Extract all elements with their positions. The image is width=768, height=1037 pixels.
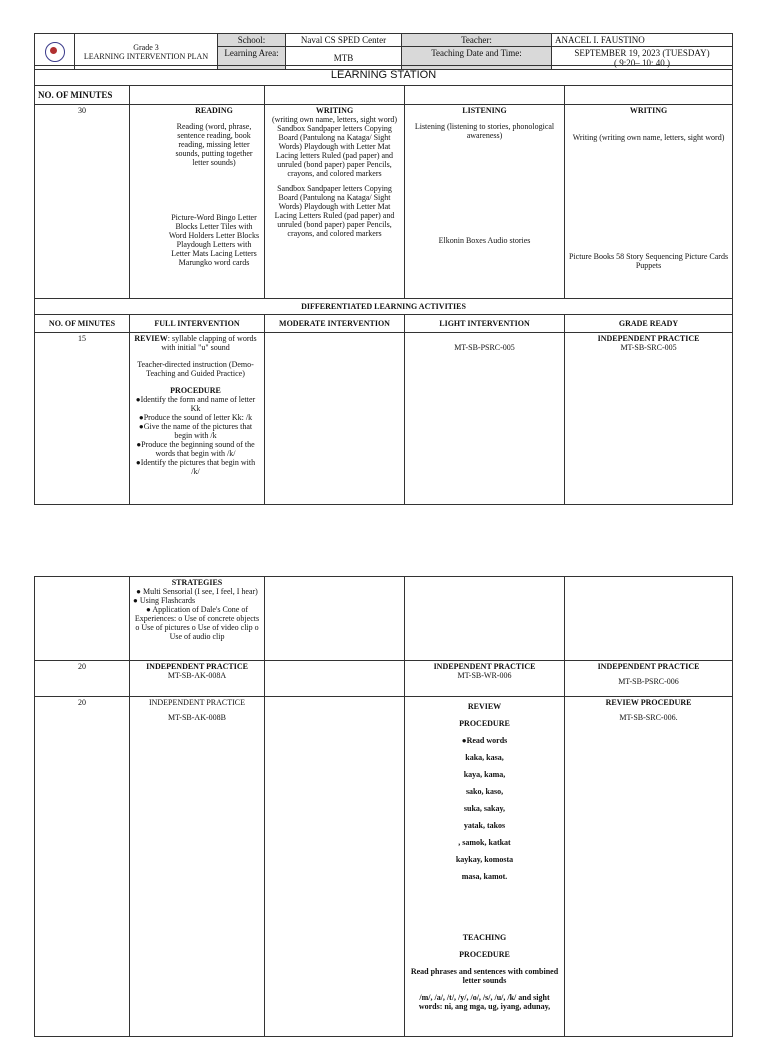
read-phrases-text: Read phrases and sentences with combined letter sounds <box>410 967 559 985</box>
plan-title: LEARNING INTERVENTION PLAN <box>83 51 209 61</box>
empty-cell <box>565 86 733 105</box>
teaching-date-value: SEPTEMBER 19, 2023 (TUESDAY) <box>574 48 710 58</box>
reading-description: Reading (word, phrase, sentence reading, book reading, missing letter sounds, putting together letter sounds) <box>175 122 253 167</box>
procedure-item: ●Produce the sound of letter Kk: /k <box>138 413 253 422</box>
word-line: yatak, takos <box>463 821 506 830</box>
grade-ready-title: INDEPENDENT PRACTICE <box>597 334 700 343</box>
row-a-minutes: 20 <box>35 661 130 697</box>
diff-header-minutes: NO. OF MINUTES <box>35 315 130 333</box>
writing-materials: Sandbox Sandpaper letters Copying Board (Pantulong na Kataga/ Sight Words) Playdough with Letter Mat Lacing Letters Ruled (pad paper) and unruled (bond paper) paper Pencils, crayons, and colored markers <box>274 184 395 238</box>
teaching-time-value: ( 9:20– 10: 40 ) <box>614 58 670 68</box>
empty-cell <box>130 86 265 105</box>
listening-description: Listening (listening to stories, phonological awareness) <box>414 122 555 140</box>
row-a-full-code: MT-SB-AK-008A <box>167 671 227 680</box>
reading-heading: READING <box>195 106 233 115</box>
teacher-label: Teacher: <box>402 34 552 47</box>
strategies-title: STRATEGIES <box>171 578 223 587</box>
review-line <box>133 334 258 352</box>
review-text: : syllable clapping of words with initial "u" sound <box>161 334 257 352</box>
strategy-item: ● Multi Sensorial (I see, I feel, I hear) <box>136 587 258 596</box>
word-line: kaya, kama, <box>463 770 506 779</box>
learning-station-title: LEARNING STATION <box>35 66 733 86</box>
strategy-item: ● Using Flashcards <box>133 596 196 605</box>
row-a-grade-title: INDEPENDENT PRACTICE <box>597 662 700 671</box>
listening-heading: LISTENING <box>462 106 507 115</box>
row-b-full-cell <box>130 697 265 1037</box>
procedure-item: ●Identify the pictures that begin with /k/ <box>135 458 256 476</box>
row-a-full-cell <box>130 661 265 697</box>
station-writing-cell <box>265 105 405 299</box>
station-reading-cell <box>130 105 265 299</box>
full-intervention-cell <box>130 333 265 505</box>
row-a-light-cell <box>405 661 565 697</box>
teaching-procedure-title: PROCEDURE <box>459 950 510 959</box>
procedure-title: PROCEDURE <box>170 386 221 395</box>
row-b-grade-code: MT-SB-SRC-006. <box>619 713 678 722</box>
row-b-minutes: 20 <box>35 697 130 1037</box>
teacher-directed-text: Teacher-directed instruction (Demo-Teaching and Guided Practice) <box>137 360 254 378</box>
station-listening-cell <box>405 105 565 299</box>
strategy-item: ● Application of Dale's Cone of Experiences: o Use of concrete objects o Use of pictures o Use of video clip o Use of audio clip <box>134 605 260 641</box>
procedure-item: ●Identify the form and name of letter Kk <box>135 395 256 413</box>
learning-area-label: Learning Area: <box>218 47 286 70</box>
listening-materials: Elkonin Boxes Audio stories <box>438 236 531 245</box>
minutes-header: NO. OF MINUTES <box>35 86 130 105</box>
teaching-date-label: Teaching Date and Time: <box>402 47 552 70</box>
strategies-cell <box>130 577 265 661</box>
row-a-light-code: MT-SB-WR-006 <box>457 671 512 680</box>
procedure-item: ●Give the name of the pictures that begin with /k <box>138 422 253 440</box>
row-a-light-title: INDEPENDENT PRACTICE <box>433 662 536 671</box>
grade-label: Grade 3 <box>133 42 159 52</box>
row-b-light-cell <box>405 697 565 1037</box>
diff-minutes: 15 <box>35 333 130 505</box>
word-line: , samok, katkat <box>458 838 511 847</box>
empty-cell <box>565 577 733 661</box>
row-a-full-title: INDEPENDENT PRACTICE <box>146 662 248 671</box>
row-b-grade-cell <box>565 697 733 1037</box>
moderate-intervention-cell <box>265 333 405 505</box>
word-line: sako, kaso, <box>465 787 504 796</box>
light-intervention-cell <box>405 333 565 505</box>
grade-ready-cell <box>565 333 733 505</box>
word-line: masa, kamot. <box>461 872 508 881</box>
review-label: REVIEW <box>134 334 168 343</box>
row-a-grade-code: MT-SB-PSRC-006 <box>618 677 679 686</box>
row-b-full-title: INDEPENDENT PRACTICE <box>148 698 246 707</box>
writing2-materials: Picture Books 58 Story Sequencing Picture Cards Puppets <box>568 252 729 270</box>
letter-sounds-text: /m/, /a/, /t/, /y/, /o/, /s/, /u/, /k/ and sight words: ni, ang mga, ug, iyang, adunay, <box>418 993 551 1011</box>
reading-materials: Picture-Word Bingo Letter Blocks Letter Tiles with Word Holders Letter Blocks Playdough Letters with Letter Mats Lacing Letters Marungko word cards <box>168 213 260 267</box>
station-minutes: 30 <box>35 105 130 299</box>
row-b-procedure: PROCEDURE <box>459 719 510 728</box>
writing-heading: WRITING <box>315 106 354 115</box>
school-label: School: <box>218 34 286 47</box>
diff-header-full: FULL INTERVENTION <box>130 315 265 333</box>
page2-table <box>34 576 733 1037</box>
diff-header-light: LIGHT INTERVENTION <box>405 315 565 333</box>
empty-cell <box>265 697 405 1037</box>
empty-cell <box>405 86 565 105</box>
empty-cell <box>405 577 565 661</box>
teaching-title: TEACHING <box>462 933 507 942</box>
word-line: kaykay, komosta <box>455 855 514 864</box>
grade-ready-code: MT-SB-SRC-005 <box>620 343 677 352</box>
deped-seal-logo <box>45 42 65 62</box>
empty-cell <box>265 661 405 697</box>
teacher-value: ANACEL I. FAUSTINO <box>552 34 733 47</box>
word-line: suka, sakay, <box>463 804 506 813</box>
learning-area-value: MTB <box>286 47 402 70</box>
row-b-review: REVIEW <box>467 702 502 711</box>
read-words-label: ●Read words <box>461 736 508 745</box>
procedure-list <box>133 395 258 476</box>
writing2-description: Writing (writing own name, letters, sight word) <box>572 133 725 142</box>
differentiated-title: DIFFERENTIATED LEARNING ACTIVITIES <box>35 299 733 315</box>
learning-station-table <box>34 65 733 505</box>
light-code: MT-SB-PSRC-005 <box>454 343 515 352</box>
row-a-grade-cell <box>565 661 733 697</box>
word-line: kaka, kasa, <box>465 753 504 762</box>
station-writing2-cell <box>565 105 733 299</box>
procedure-item: ●Produce the beginning sound of the words that begin with /k/ <box>136 440 255 458</box>
empty-cell <box>265 577 405 661</box>
row-b-full-code: MT-SB-AK-008B <box>168 713 226 722</box>
row-b-grade-title: REVIEW PROCEDURE <box>605 698 692 707</box>
writing2-heading: WRITING <box>629 106 668 115</box>
empty-cell <box>35 577 130 661</box>
diff-header-moderate: MODERATE INTERVENTION <box>265 315 405 333</box>
empty-cell <box>265 86 405 105</box>
school-value: Naval CS SPED Center <box>286 34 402 47</box>
diff-header-grade-ready: GRADE READY <box>565 315 733 333</box>
writing-description: (writing own name, letters, sight word) Sandbox Sandpaper letters Copying Board (Pantulong na Kataga/ Sight Words) Playdough with Letter Mat Lacing letters Ruled (pad paper) and unruled (bond paper) paper Pencils, crayons, and colored markers <box>271 115 398 178</box>
